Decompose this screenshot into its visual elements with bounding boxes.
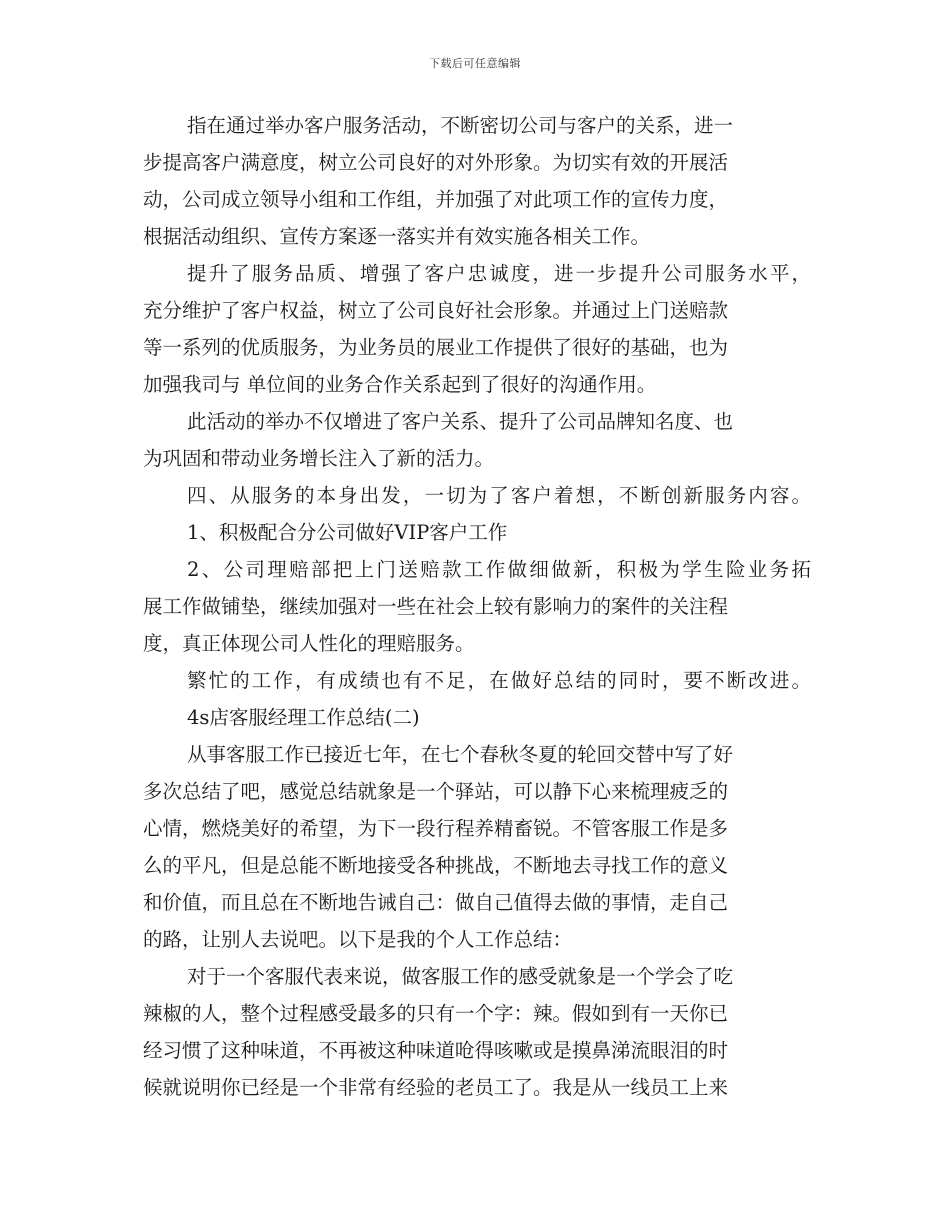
text-line: 指在通过举办客户服务活动，不断密切公司与客户的关系，进一: [187, 114, 734, 137]
text-line: 步提高客户满意度，树立公司良好的对外形象。为切实有效的开展活: [143, 151, 729, 174]
text-line: 辣椒的人，整个过程感受最多的只有一个字：辣。假如到有一天你已: [143, 1002, 729, 1025]
text-line: 为巩固和带动业务增长注入了新的活力。: [143, 447, 495, 470]
text-line: 候就说明你已经是一个非常有经验的老员工了。我是从一线员工上来: [143, 1076, 729, 1099]
text-line: 提升了服务品质、增强了客户忠诚度，进一步提升公司服务水平，: [187, 262, 814, 285]
text-line: 心情，燃烧美好的希望，为下一段行程养精畜锐。不管客服工作是多: [143, 817, 729, 840]
text-line: 的路，让别人去说吧。以下是我的个人工作总结：: [143, 928, 573, 951]
text-line: 充分维护了客户权益，树立了公司良好社会形象。并通过上门送赔款: [143, 299, 729, 322]
text-line: 对于一个客服代表来说，做客服工作的感受就象是一个学会了吃: [187, 965, 734, 988]
text-line: 此活动的举办不仅增进了客户关系、提升了公司品牌知名度、也: [187, 410, 734, 433]
text-line: 么的平凡，但是总能不断地接受各种挑战，不断地去寻找工作的意义: [143, 854, 729, 877]
document-body: [143, 107, 814, 1106]
text-line: 根据活动组织、宣传方案逐一落实并有效实施各相关工作。: [143, 225, 651, 248]
text-line: 4s店客服经理工作总结(二): [187, 706, 420, 729]
text-line: 动，公司成立领导小组和工作组，并加强了对此项工作的宣传力度，: [143, 188, 729, 211]
page-header-note: 下载后可任意编辑: [429, 57, 521, 70]
text-line: 1、积极配合分公司做好VIP客户工作: [187, 521, 508, 544]
text-line: 多次总结了吧，感觉总结就象是一个驿站，可以静下心来梳理疲乏的: [143, 780, 729, 803]
text-line: 从事客服工作已接近七年，在七个春秋冬夏的轮回交替中写了好: [187, 743, 734, 766]
text-line: 四、从服务的本身出发，一切为了客户着想，不断创新服务内容。: [187, 484, 814, 507]
text-line: 经习惯了这种味道，不再被这种味道呛得咳嗽或是摸鼻涕流眼泪的时: [143, 1039, 729, 1062]
text-line: 和价值，而且总在不断地告诫自己：做自己值得去做的事情，走自己: [143, 891, 729, 914]
text-line: 展工作做铺垫，继续加强对一些在社会上较有影响力的案件的关注程: [143, 595, 729, 618]
text-line: 度，真正体现公司人性化的理赔服务。: [143, 632, 475, 655]
text-line: 繁忙的工作，有成绩也有不足，在做好总结的同时，要不断改进。: [187, 669, 814, 692]
text-line: 2、公司理赔部把上门送赔款工作做细做新，积极为学生险业务拓: [187, 558, 814, 581]
text-line: 等一系列的优质服务，为业务员的展业工作提供了很好的基础，也为: [143, 336, 729, 359]
text-line: 加强我司与 单位间的业务合作关系起到了很好的沟通作用。: [143, 373, 657, 396]
